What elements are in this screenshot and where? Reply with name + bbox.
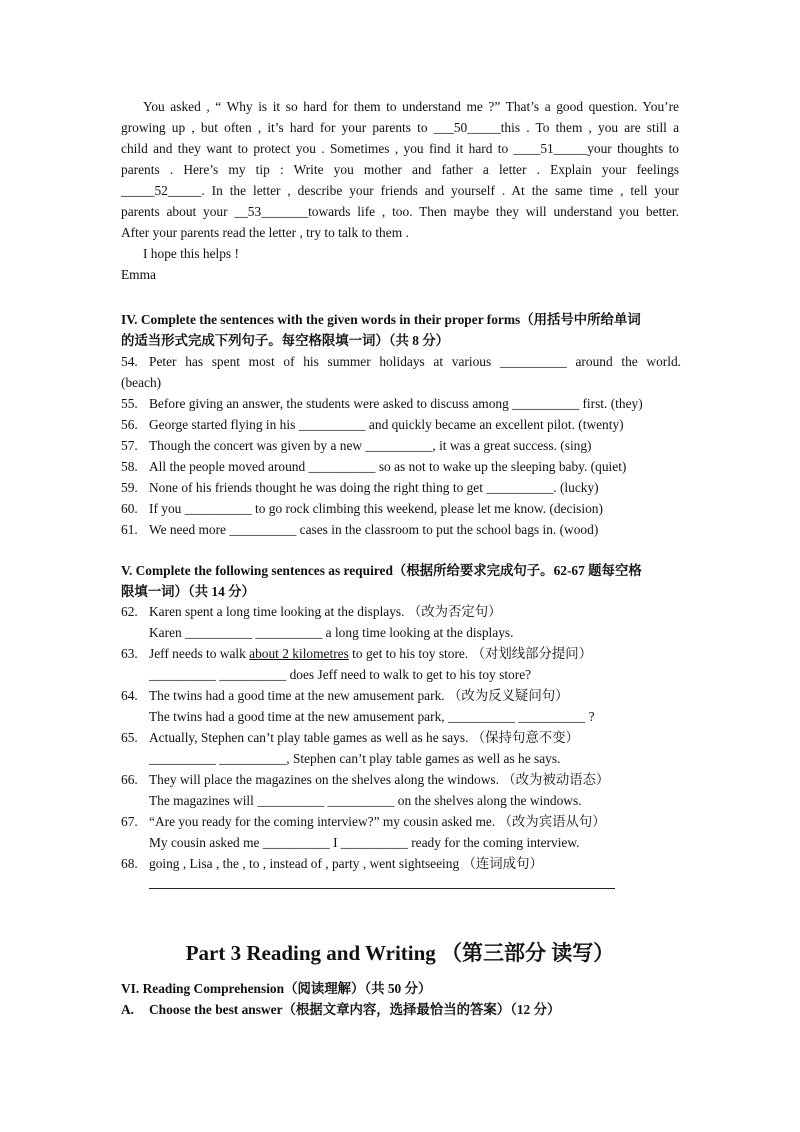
blank-52: _____52_____ [121,183,202,198]
letter-text: parents . Here’s my tip : Write you mother and father a letter . Explain your feelings [121,162,679,177]
question-text: Peter has spent most of his summer holidays at various __________ around the world. [149,354,681,369]
question-number: 60. [121,501,138,516]
part-3-title: Part 3 Reading and Writing （第三部分 读写） [185,941,615,965]
letter-line [121,117,679,138]
question-number: 68. [121,856,138,871]
section-iv-items [121,351,681,540]
question-text: Actually, Stephen can’t play table games as well as he says. （保持句意不变） [149,730,579,745]
question-60 [121,498,681,519]
question-hint: (beach) [121,375,162,390]
question-number: 55. [121,396,138,411]
question-text: Karen spent a long time looking at the displays. （改为否定句） [149,604,502,619]
question-text: going , Lisa , the , to , instead of , party , went sightseeing （连词成句） [149,856,543,871]
letter-text: You asked , “ Why is it so hard for them to understand me ?” That’s a good question. You’re [143,99,679,114]
answer-line: The magazines will __________ __________ on the shelves along the windows. [149,793,582,808]
question-63 [121,643,681,685]
section-v-heading [121,560,681,602]
letter-text: parents about your [121,204,235,219]
question-54-line1 [121,351,681,372]
letter-text: towards life , too. Then maybe they will understand you better. [308,204,679,219]
letter-text: this . To them , you are still a [500,120,680,135]
question-58 [121,456,681,477]
letter-signature [121,264,679,285]
question-text: All the people moved around __________ so as not to wake up the sleeping baby. (quiet) [149,459,627,474]
question-text: If you __________ to go rock climbing this weekend, please let me know. (decision) [149,501,603,516]
letter-line [121,138,679,159]
blank-53: __53_______ [234,204,309,219]
question-66 [121,769,681,811]
question-61 [121,519,681,540]
section-a-heading [121,999,560,1020]
question-number: 54. [121,354,138,369]
question-number: 56. [121,417,138,432]
signature-text: Emma [121,267,156,282]
underlined-phrase: about 2 kilometres [249,646,349,661]
letter-text: growing up , but often , it’s hard for your parents to [121,120,434,135]
answer-line: __________ __________ does Jeff need to walk to get to his toy store? [149,667,532,682]
section-iv-heading [121,309,681,351]
answer-line: __________ __________, Stephen can’t play table games as well as he says. [149,751,561,766]
question-64 [121,685,681,727]
question-number: 64. [121,688,138,703]
question-text [149,643,681,664]
answer-writing-line[interactable] [149,874,615,889]
letter-text: After your parents read the letter , try to talk to them . [121,225,409,240]
question-54 [121,351,681,393]
question-number: 58. [121,459,138,474]
question-68 [121,853,681,889]
letter-text: child and they want to protect you . Sometimes , you find it hard to [121,141,514,156]
section-iv-heading-line2: 的适当形式完成下列句子。每空格限填一词）（共 8 分） [121,333,450,348]
question-text: Before giving an answer, the students were asked to discuss among __________ first. (they) [149,396,643,411]
question-number: 57. [121,438,138,453]
question-62 [121,601,681,643]
answer-line: The twins had a good time at the new amusement park, __________ __________ ? [149,709,595,724]
question-number: 66. [121,772,138,787]
answer-line: My cousin asked me __________ I __________ ready for the coming interview. [149,835,580,850]
letter-line [121,201,679,222]
letter-line [121,243,679,264]
letter-text: I hope this helps ! [143,246,239,261]
section-a-text: Choose the best answer（根据文章内容，选择最恰当的答案）（12 分） [149,1002,561,1017]
question-65 [121,727,681,769]
question-text: Though the concert was given by a new __________, it was a great success. (sing) [149,438,592,453]
blank-50: ___50_____ [433,120,501,135]
question-text: The twins had a good time at the new amusement park. （改为反义疑问句） [149,688,569,703]
section-v-heading-line1: V. Complete the following sentences as required（根据所给要求完成句子。62-67 题每空格 [121,563,642,578]
section-vi-heading: VI. Reading Comprehension（阅读理解）（共 50 分） [121,981,432,996]
question-text: We need more __________ cases in the classroom to put the school bags in. (wood) [149,522,599,537]
question-text: “Are you ready for the coming interview?” my cousin asked me. （改为宾语从句） [149,814,606,829]
question-number: 62. [121,604,138,619]
question-text: They will place the magazines on the shelves along the windows. （改为被动语态） [149,772,610,787]
section-v-items [121,601,681,889]
question-56 [121,414,681,435]
question-number: 63. [121,646,138,661]
letter-text: your thoughts to [587,141,679,156]
question-57 [121,435,681,456]
question-text-part: to get to his toy store. （对划线部分提问） [348,646,593,661]
question-text: George started flying in his __________ and quickly became an excellent pilot. (twenty) [149,417,624,432]
question-59 [121,477,681,498]
blank-51: ____51_____ [513,141,588,156]
question-67 [121,811,681,853]
section-a-label: A. [121,1002,135,1017]
section-v-heading-line2: 限填一词）（共 14 分） [121,584,255,599]
question-number: 61. [121,522,138,537]
section-iv-heading-line1: IV. Complete the sentences with the given words in their proper forms（用括号中所给单词 [121,312,641,327]
letter-line [121,96,679,117]
question-number: 67. [121,814,138,829]
question-text-part: Jeff needs to walk [149,646,250,661]
question-number: 65. [121,730,138,745]
letter-line [121,159,679,180]
question-55 [121,393,681,414]
letter-line [121,222,679,243]
letter-text: . In the letter , describe your friends and yourself . At the same time , tell your [201,183,679,198]
letter-line [121,180,679,201]
question-text: None of his friends thought he was doing the right thing to get __________. (lucky) [149,480,599,495]
letter-passage [121,96,679,285]
question-number: 59. [121,480,138,495]
answer-line: Karen __________ __________ a long time looking at the displays. [149,625,514,640]
